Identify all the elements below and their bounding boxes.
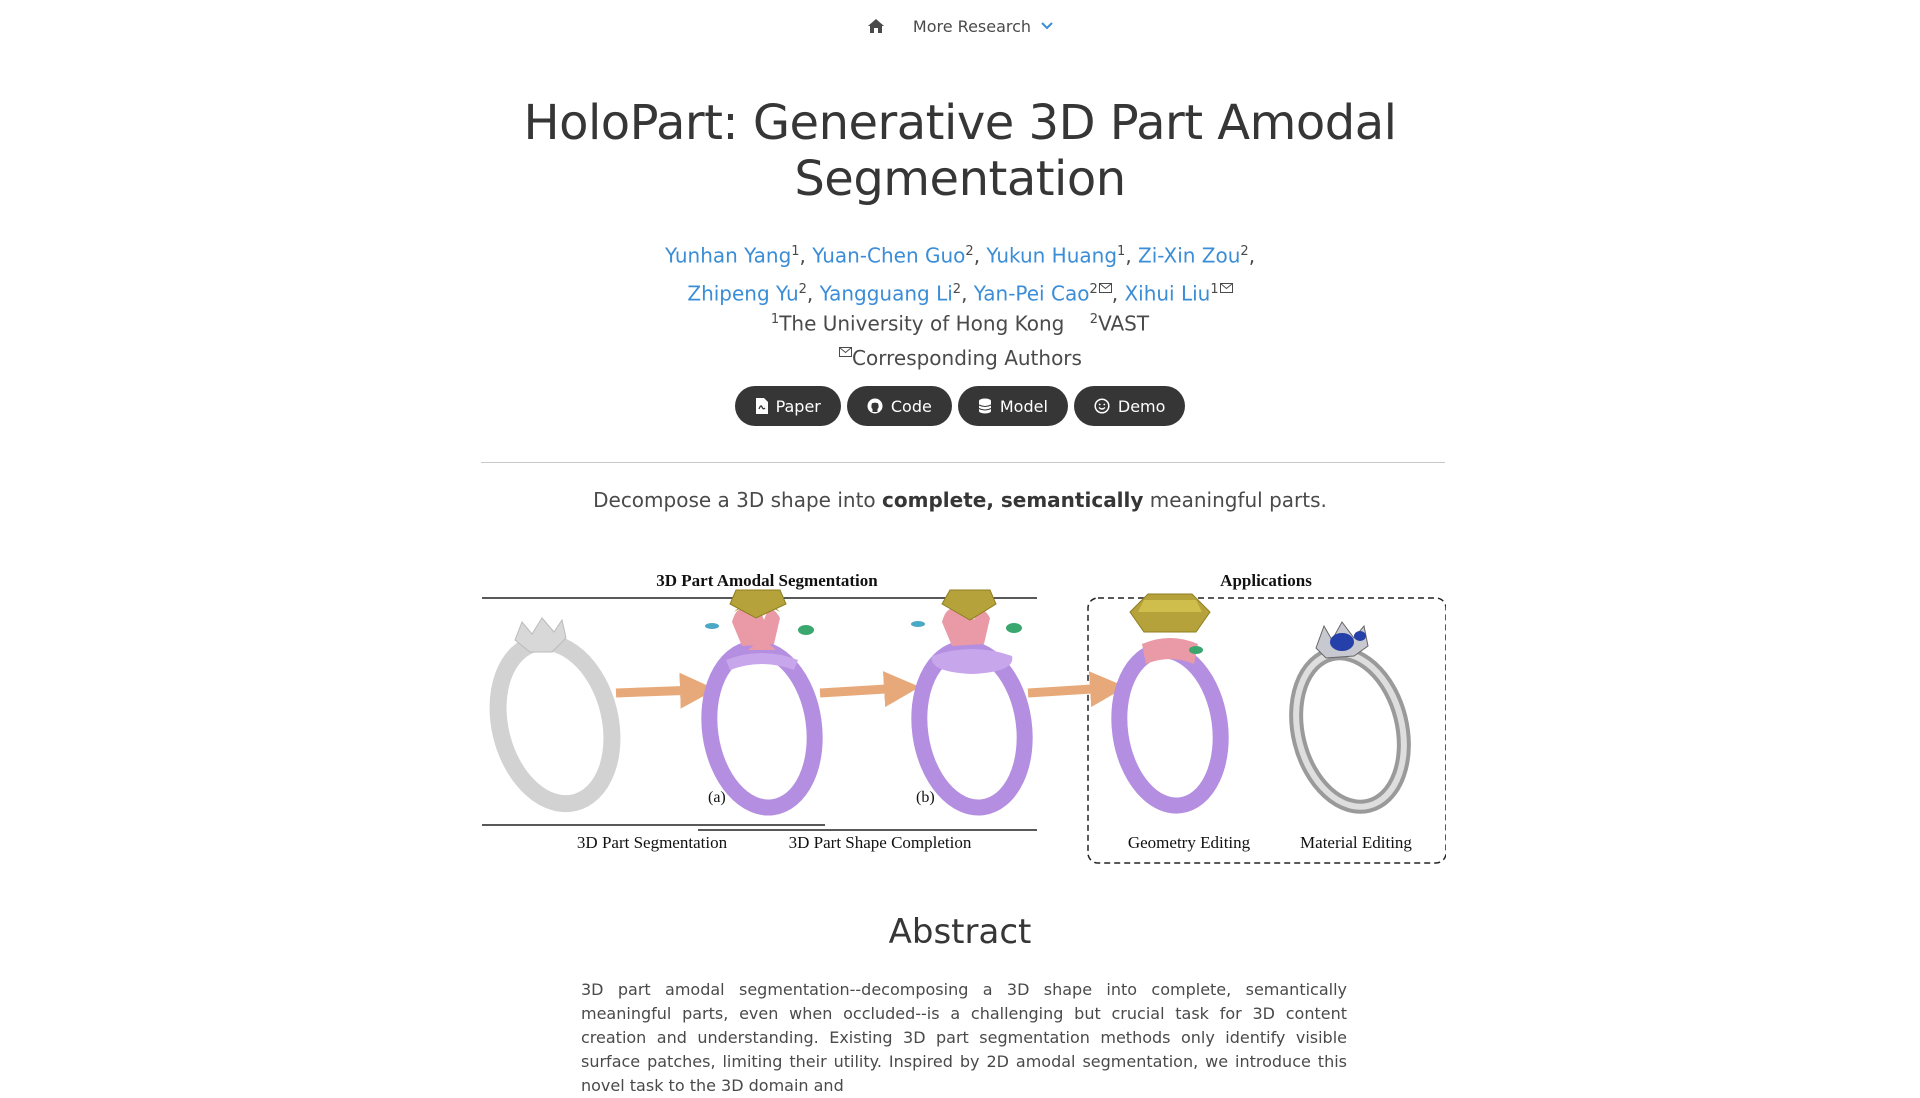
tagline-pre: Decompose a 3D shape into (593, 488, 883, 512)
affiliations (0, 303, 1920, 375)
author-link[interactable]: Yuan-Chen Guo (812, 243, 966, 268)
arrow-3 (1028, 688, 1108, 693)
author-row-2: Zhipeng Yu$^2$, Yangguang Li$^2$, Yan-Pei Cao$^2$ , Xihui Liu$^1$ (0, 273, 1920, 311)
corresponding-row (0, 341, 1920, 375)
caption-geometry-editing: Geometry Editing (1127, 833, 1251, 852)
affiliation-row (0, 303, 1920, 341)
caption-part-segmentation: 3D Part Segmentation (576, 833, 728, 852)
material-editing-ring (1281, 622, 1420, 818)
geometry-editing-ring (1110, 594, 1231, 812)
mail-icon (1220, 283, 1233, 293)
label-b: (b) (916, 789, 935, 806)
model-label: Model (999, 396, 1048, 416)
abstract-text: 3D part amodal segmentation--decomposing a 3D shape into complete, semantically meaningful parts, even when occluded--is a challenging but crucial task for 3D content creation and understanding. Existing 3D part segmentation methods only identify visible surface patches, limiting their utility. Inspired by 2D amodal segmentation, we introduce this novel task to the 3D domain and (581, 980, 1347, 1095)
author-sup: 2 (798, 281, 807, 297)
title-line-1: HoloPart: Generative 3D Part Amodal (523, 95, 1397, 151)
affiliation-sup: 1 (770, 312, 780, 327)
author-link[interactable]: Zhipeng Yu (687, 281, 799, 306)
github-icon (867, 398, 883, 414)
smile-icon (1094, 398, 1110, 414)
applications-box (1088, 598, 1446, 863)
demo-label: Demo (1117, 396, 1166, 416)
author-list (0, 235, 1920, 310)
teaser-figure (480, 560, 1446, 865)
author-sup: 2 (952, 281, 962, 297)
affiliation-sup: 2 (1089, 312, 1099, 327)
code-label: Code (890, 396, 932, 416)
figure-title-left: 3D Part Amodal Segmentation (656, 571, 878, 590)
author-link[interactable]: Yan-Pei Cao (973, 281, 1090, 306)
database-icon (978, 398, 992, 414)
mail-icon (839, 347, 852, 357)
author-sup: 1 (1117, 244, 1126, 259)
corresponding-label: Corresponding Authors (852, 345, 1082, 370)
paper-label: Paper (775, 396, 821, 416)
author-link[interactable]: Yukun Huang (986, 243, 1118, 268)
caption-material-editing: Material Editing (1300, 833, 1412, 852)
author-row-1: Yunhan Yang$^1$, Yuan-Chen Guo$^2$, Yukun Huang$^1$, Zi-Xin Zou$^2$, (664, 243, 1256, 268)
author-link[interactable]: Zi-Xin Zou (1138, 243, 1241, 268)
abstract-heading: Abstract (888, 912, 1032, 952)
ring-a (699, 590, 824, 814)
home-icon (867, 18, 885, 34)
label-a: (a) (708, 789, 726, 806)
arrow-1 (616, 690, 698, 693)
affiliation-vast: VAST (1098, 311, 1150, 336)
mail-icon (1099, 283, 1112, 293)
author-sup: 2 (1240, 244, 1249, 259)
author-sup: 1 (791, 244, 800, 259)
chevron-down-icon (1041, 22, 1053, 30)
affiliation-hku: The University of Hong Kong (779, 311, 1065, 336)
link-buttons (0, 386, 1920, 426)
author-link[interactable]: Yunhan Yang (664, 243, 792, 268)
author-sup: 2 (965, 244, 974, 259)
home-link[interactable] (867, 18, 885, 34)
input-ring (482, 618, 628, 816)
figure-title-right: Applications (1220, 571, 1312, 590)
paper-button[interactable] (735, 386, 841, 426)
more-research-dropdown[interactable] (913, 17, 1053, 36)
top-navbar (0, 0, 1920, 52)
tagline-bold: complete, semantically (882, 488, 1144, 512)
demo-button[interactable] (1074, 386, 1186, 426)
arrow-2 (820, 688, 902, 693)
author-link[interactable]: Xihui Liu (1124, 281, 1211, 306)
title-line-2: Segmentation (794, 151, 1126, 207)
more-research-label: More Research (912, 16, 1032, 36)
author-sup: 2 (1089, 281, 1098, 297)
author-link[interactable]: Yangguang Li (819, 281, 953, 306)
ring-b (909, 590, 1034, 814)
caption-shape-completion: 3D Part Shape Completion (788, 833, 972, 852)
model-button[interactable] (958, 386, 1068, 426)
code-button[interactable] (847, 386, 952, 426)
tagline (0, 488, 1920, 512)
page-title (0, 95, 1920, 207)
author-sup: 1 (1210, 281, 1219, 297)
tagline-post: meaningful parts. (1143, 488, 1327, 512)
file-pdf-icon (755, 398, 768, 414)
section-divider (481, 462, 1445, 463)
